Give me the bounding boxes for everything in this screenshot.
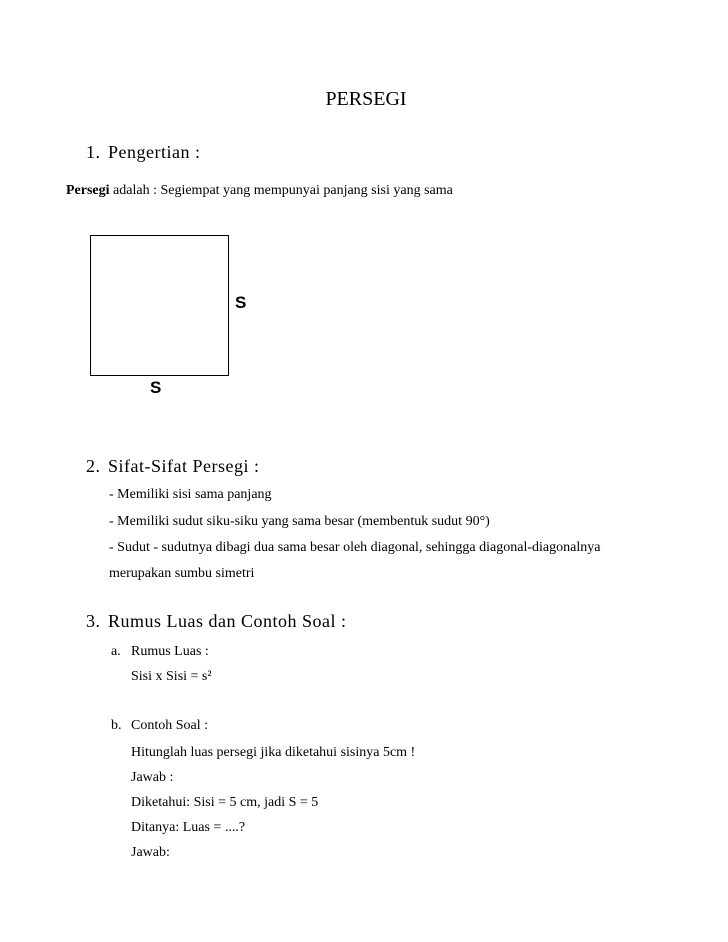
sub-a-heading [111, 644, 209, 660]
sub-a-title: Rumus Luas : [131, 644, 209, 659]
page-title: PERSEGI [325, 88, 407, 110]
section-2-heading [86, 456, 259, 477]
property-item-1: - Memiliki sisi sama panjang [109, 487, 272, 502]
example-known: Diketahui: Sisi = 5 cm, jadi S = 5 [131, 795, 319, 810]
example-question: Hitunglah luas persegi jika diketahui sisinya 5cm ! [131, 745, 416, 760]
section-1-heading [86, 142, 200, 163]
section-1-title: Pengertian : [108, 142, 201, 162]
property-item-3-cont: merupakan sumbu simetri [109, 566, 255, 581]
definition-line [66, 183, 453, 199]
sub-b-heading [111, 718, 208, 734]
property-item-2: - Memiliki sudut siku-siku yang sama besar (membentuk sudut 90°) [109, 514, 490, 529]
example-answer-label: Jawab : [131, 770, 174, 785]
section-1-number: 1. [86, 142, 101, 162]
side-label-right: S [235, 293, 247, 312]
section-3-title: Rumus Luas dan Contoh Soal : [108, 611, 347, 631]
property-item-3: - Sudut - sudutnya dibagi dua sama besar oleh diagonal, sehingga diagonal-diagonalnya [109, 540, 601, 555]
sub-a-label: a. [111, 644, 121, 659]
section-3-heading [86, 611, 347, 632]
sub-b-title: Contoh Soal : [131, 718, 209, 733]
section-3-number: 3. [86, 611, 101, 631]
definition-text: adalah : Segiempat yang mempunyai panjang sisi yang sama [109, 183, 453, 198]
square-figure [90, 235, 229, 376]
example-asked: Ditanya: Luas = ....? [131, 820, 246, 835]
section-2-number: 2. [86, 456, 101, 476]
area-formula: Sisi x Sisi = s² [131, 669, 212, 684]
sub-b-label: b. [111, 718, 122, 733]
section-2-title: Sifat-Sifat Persegi : [108, 456, 260, 476]
example-answer-start: Jawab: [131, 845, 170, 860]
definition-term: Persegi [66, 183, 110, 198]
side-label-bottom: S [150, 378, 162, 397]
